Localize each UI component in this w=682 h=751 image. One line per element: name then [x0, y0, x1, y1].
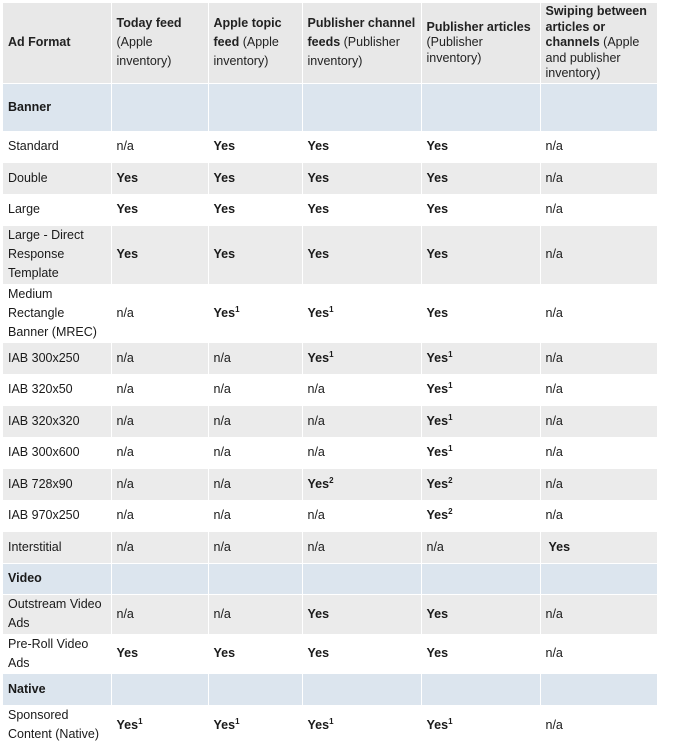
table-cell [208, 131, 302, 162]
cell-value: n/a [307, 508, 325, 522]
cell-value: Yes [426, 170, 449, 185]
table-cell [208, 162, 302, 194]
table-row [3, 437, 657, 468]
table-cell [111, 131, 208, 162]
cell-value: n/a [213, 539, 231, 554]
table-cell [208, 500, 302, 531]
table-row [3, 131, 657, 162]
row-label: Sponsored Content (Native) [3, 705, 111, 745]
cell-value: Yes [426, 646, 449, 660]
table-cell [421, 634, 540, 673]
table-cell [540, 594, 657, 634]
footnote-marker: 1 [329, 349, 334, 359]
cell-value: n/a [116, 413, 134, 428]
cell-value: Yes [307, 170, 330, 185]
cell-value: n/a [545, 508, 563, 522]
table-row [3, 194, 657, 225]
cell-value: n/a [116, 606, 134, 621]
table-cell [208, 594, 302, 634]
table-cell [208, 194, 302, 225]
cell-value: Yes [213, 202, 236, 216]
header-swiping [540, 3, 657, 83]
header-swiping-title: Swiping between articles or channels [545, 4, 647, 49]
table-cell [421, 437, 540, 468]
table-row [3, 594, 657, 634]
footnote-marker: 1 [235, 304, 240, 314]
table-cell [421, 705, 540, 745]
footnote-marker: 1 [448, 716, 453, 726]
row-label: IAB 320x320 [3, 405, 111, 437]
header-publisher-articles [421, 3, 540, 83]
table-cell [111, 374, 208, 405]
table-cell [540, 437, 657, 468]
cell-value: Yes [116, 202, 139, 216]
table-cell [302, 594, 421, 634]
table-cell [208, 634, 302, 673]
section-label-video: Video [3, 563, 111, 594]
cell-value: n/a [545, 305, 563, 320]
cell-value: Yes [213, 717, 236, 732]
cell-value: Yes [426, 247, 449, 261]
cell-value: Yes [213, 247, 236, 261]
table-cell [540, 342, 657, 374]
table-cell [111, 162, 208, 194]
row-label: Double [3, 162, 111, 194]
cell-value: Yes [426, 305, 449, 320]
cell-value: Yes [307, 139, 330, 153]
row-label: IAB 970x250 [3, 500, 111, 531]
cell-value: Yes [426, 606, 449, 621]
table-cell [421, 131, 540, 162]
cell-value: Yes [213, 646, 236, 660]
header-publisher-channel-feeds [302, 3, 421, 83]
table-cell [421, 594, 540, 634]
table-cell [540, 531, 657, 563]
cell-value: n/a [545, 170, 563, 185]
table-cell [111, 531, 208, 563]
table-row [3, 705, 657, 745]
cell-value: Yes [426, 508, 449, 522]
cell-value: n/a [116, 305, 134, 320]
row-label: Pre-Roll Video Ads [3, 634, 111, 673]
table-cell [111, 634, 208, 673]
row-label: IAB 300x600 [3, 437, 111, 468]
cell-value: Yes [213, 139, 236, 153]
table-row [3, 284, 657, 342]
table-cell [111, 225, 208, 284]
table-cell [540, 284, 657, 342]
table-cell [421, 162, 540, 194]
table-row [3, 162, 657, 194]
table-cell [111, 284, 208, 342]
footnote-marker: 1 [448, 381, 453, 390]
cell-value: n/a [545, 476, 563, 491]
table-cell [421, 194, 540, 225]
cell-value: Yes [307, 247, 330, 261]
table-row [3, 531, 657, 563]
table-cell [302, 468, 421, 500]
header-swiping-note: (Apple and publisher inventory) [545, 35, 640, 80]
cell-value: n/a [116, 445, 134, 459]
header-row [3, 3, 657, 83]
table-cell [421, 374, 540, 405]
section-row-banner [3, 83, 657, 131]
cell-value: n/a [116, 382, 134, 396]
cell-value: Yes [426, 476, 449, 491]
table-cell [302, 162, 421, 194]
table-cell [421, 500, 540, 531]
cell-value: Yes [426, 413, 449, 428]
header-apple-topic-feed [208, 3, 302, 83]
cell-value: n/a [545, 139, 563, 153]
cell-value: Yes [426, 445, 449, 459]
row-label: IAB 320x50 [3, 374, 111, 405]
table-cell [302, 531, 421, 563]
row-label: Outstream Video Ads [3, 594, 111, 634]
table-cell [421, 468, 540, 500]
table-cell [421, 531, 540, 563]
cell-value: Yes [116, 170, 139, 185]
table-cell [208, 531, 302, 563]
header-apple-topic-feed-title: Apple topic feed [213, 16, 282, 50]
table-cell [302, 225, 421, 284]
table-cell [540, 374, 657, 405]
table-cell [421, 284, 540, 342]
cell-value: n/a [545, 646, 563, 660]
cell-value: n/a [116, 139, 134, 153]
cell-value: Yes [426, 202, 449, 216]
cell-value: n/a [116, 539, 134, 554]
table-row [3, 342, 657, 374]
table-cell [208, 468, 302, 500]
header-publisher-articles-note: (Publisher inventory) [426, 35, 483, 65]
section-row-video [3, 563, 657, 594]
cell-value: Yes [307, 350, 330, 365]
cell-value: Yes [307, 606, 330, 621]
footnote-marker: 2 [448, 507, 453, 516]
table-cell [111, 594, 208, 634]
table-cell [208, 342, 302, 374]
section-label-native: Native [3, 673, 111, 705]
table-cell [302, 342, 421, 374]
table-cell [302, 437, 421, 468]
table-cell [302, 194, 421, 225]
table-cell [302, 500, 421, 531]
header-publisher-channel-feeds-title: Publisher channel feeds [307, 16, 416, 50]
table-cell [540, 634, 657, 673]
table-cell [421, 342, 540, 374]
cell-value: n/a [307, 382, 325, 396]
cell-value: n/a [116, 476, 134, 491]
table-cell [421, 225, 540, 284]
cell-value: Yes [426, 139, 449, 153]
table-cell [208, 225, 302, 284]
row-label: IAB 728x90 [3, 468, 111, 500]
ad-format-table [3, 3, 658, 746]
cell-value: n/a [213, 606, 231, 621]
table-cell [111, 194, 208, 225]
table-cell [540, 225, 657, 284]
table-cell [540, 705, 657, 745]
table-cell [302, 374, 421, 405]
table-cell [208, 437, 302, 468]
header-publisher-articles-title: Publisher articles [426, 19, 531, 34]
cell-value: Yes [426, 382, 449, 396]
cell-value: Yes [307, 646, 330, 660]
cell-value: n/a [545, 382, 563, 396]
cell-value: Yes [307, 305, 330, 320]
cell-value: Yes [213, 305, 236, 320]
cell-value: n/a [545, 247, 563, 261]
table-row [3, 500, 657, 531]
cell-value: n/a [307, 413, 325, 428]
cell-value: n/a [545, 202, 563, 216]
table-body [3, 83, 657, 745]
header-ad-format: Ad Format [3, 3, 111, 83]
cell-value: Yes [116, 717, 139, 732]
footnote-marker: 1 [329, 716, 334, 726]
cell-value: n/a [545, 413, 563, 428]
cell-value: Yes [116, 247, 139, 261]
table-cell [208, 705, 302, 745]
header-today-feed-title: Today feed [116, 16, 182, 31]
row-label: Medium Rectangle Banner (MREC) [3, 284, 111, 342]
table-cell [540, 162, 657, 194]
cell-value: n/a [545, 350, 563, 365]
footnote-marker: 1 [448, 412, 453, 422]
row-label: Standard [3, 131, 111, 162]
header-today-feed-note: (Apple inventory) [116, 35, 172, 69]
header-today-feed [111, 3, 208, 83]
section-row-native [3, 673, 657, 705]
table-cell [208, 405, 302, 437]
table-cell [421, 405, 540, 437]
table-cell [111, 500, 208, 531]
cell-value: n/a [213, 508, 231, 522]
footnote-marker: 1 [448, 444, 453, 453]
table-cell [540, 194, 657, 225]
table-cell [111, 342, 208, 374]
cell-value: Yes [307, 476, 330, 491]
table-row [3, 634, 657, 673]
footnote-marker: 2 [448, 475, 453, 485]
header-apple-topic-feed-note: (Apple inventory) [213, 35, 279, 69]
footnote-marker: 1 [448, 349, 453, 359]
cell-value: n/a [213, 382, 231, 396]
table-cell [540, 468, 657, 500]
cell-value: n/a [213, 445, 231, 459]
table-cell [302, 705, 421, 745]
footnote-marker: 1 [329, 304, 334, 314]
cell-value: n/a [426, 539, 444, 554]
cell-value: n/a [213, 350, 231, 365]
table-row [3, 468, 657, 500]
cell-value: Yes [307, 717, 330, 732]
table-cell [208, 284, 302, 342]
table-row [3, 405, 657, 437]
ad-format-table-container [3, 3, 657, 746]
row-label: IAB 300x250 [3, 342, 111, 374]
table-cell [111, 705, 208, 745]
cell-value: n/a [307, 445, 325, 459]
footnote-marker: 2 [329, 475, 334, 485]
cell-value: n/a [545, 445, 563, 459]
table-cell [111, 405, 208, 437]
table-cell [540, 500, 657, 531]
cell-value: Yes [426, 350, 449, 365]
table-cell [111, 437, 208, 468]
cell-value: Yes [426, 717, 449, 732]
cell-value: n/a [116, 350, 134, 365]
cell-value: n/a [213, 413, 231, 428]
cell-value: n/a [213, 476, 231, 491]
table-row [3, 374, 657, 405]
header-publisher-channel-feeds-note: (Publisher inventory) [307, 35, 400, 69]
cell-value: Yes [307, 202, 330, 216]
table-cell [302, 634, 421, 673]
table-cell [208, 374, 302, 405]
table-cell [302, 284, 421, 342]
table-cell [302, 131, 421, 162]
table-cell [111, 468, 208, 500]
row-label: Interstitial [3, 531, 111, 563]
footnote-marker: 1 [138, 716, 143, 726]
table-cell [540, 131, 657, 162]
cell-value: n/a [545, 606, 563, 621]
table-cell [302, 405, 421, 437]
footnote-marker: 1 [235, 716, 240, 726]
table-row [3, 225, 657, 284]
section-label-banner: Banner [3, 83, 111, 131]
row-label: Large [3, 194, 111, 225]
row-label: Large - Direct Response Template [3, 225, 111, 284]
cell-value: Yes [548, 539, 571, 554]
cell-value: n/a [116, 508, 134, 522]
cell-value: Yes [116, 646, 139, 660]
table-cell [540, 405, 657, 437]
cell-value: n/a [545, 717, 563, 732]
cell-value: n/a [307, 539, 325, 554]
cell-value: Yes [213, 170, 236, 185]
